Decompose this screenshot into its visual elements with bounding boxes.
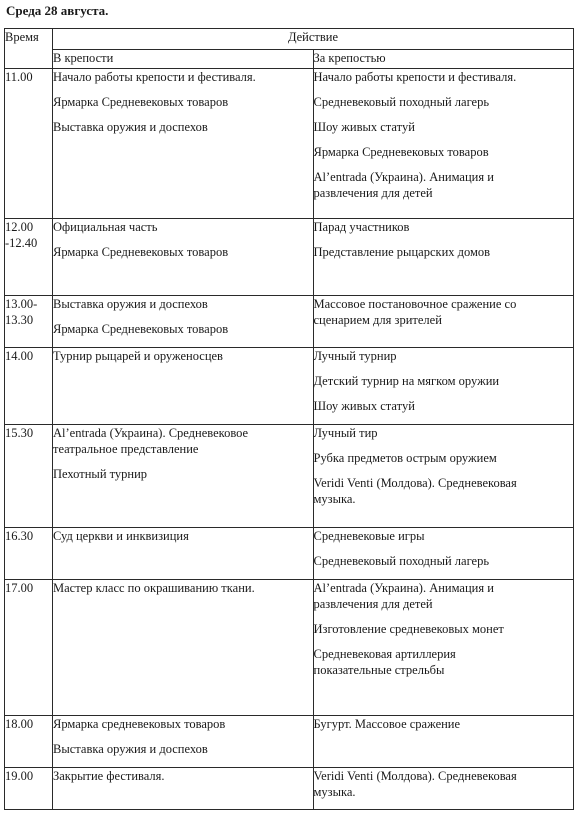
time-cell: [5, 219, 53, 296]
outside-event: Ярмарка Средневековых товаров: [313, 145, 489, 159]
time-cell: [5, 69, 53, 219]
time-value: 11.00: [5, 70, 33, 84]
inside-event: Пехотный турнир: [53, 467, 148, 481]
time-value: 19.00: [5, 769, 34, 783]
time-value: 17.00: [5, 581, 34, 595]
time-value: 18.00: [5, 717, 34, 731]
inside-event: Ярмарка средневековых товаров: [53, 717, 226, 731]
inside-cell: [53, 219, 314, 296]
schedule-table: [4, 28, 574, 810]
time-value: 16.30: [5, 529, 34, 543]
outside-event: Массовое постановочное сражение со сценарием для зрителей: [313, 297, 517, 327]
outside-event: Veridi Venti (Молдова). Средневековая музыка.: [313, 769, 517, 799]
schedule-row: [5, 219, 574, 296]
inside-event: Выставка оружия и доспехов: [53, 120, 208, 134]
outside-event: Средневековые игры: [313, 529, 425, 543]
inside-event: Суд церкви и инквизиция: [53, 529, 189, 543]
outside-column-header: За крепостью: [313, 50, 574, 69]
time-column-header: Время: [5, 29, 53, 69]
inside-event: Выставка оружия и доспехов: [53, 742, 208, 756]
page-title: Среда 28 августа.: [6, 3, 109, 18]
action-column-header: Действие: [53, 29, 574, 50]
outside-cell: [313, 219, 574, 296]
inside-cell: [53, 768, 314, 810]
time-cell: [5, 768, 53, 810]
inside-cell: [53, 348, 314, 425]
time-value: 12.00 -12.40: [5, 220, 38, 250]
outside-cell: [313, 69, 574, 219]
subheader-row: [5, 50, 574, 69]
schedule-row: [5, 716, 574, 768]
outside-event: Детский турнир на мягком оружии: [313, 374, 500, 388]
outside-cell: [313, 528, 574, 580]
outside-event: Al’entrada (Украина). Анимация и развлечения для детей: [313, 581, 494, 611]
time-value: 13.00- 13.30: [5, 297, 38, 327]
inside-cell: [53, 528, 314, 580]
outside-event: Лучный тир: [313, 426, 378, 440]
outside-event: Veridi Venti (Молдова). Средневековая музыка.: [313, 476, 517, 506]
inside-event: Ярмарка Средневековых товаров: [53, 245, 229, 259]
outside-event: Средневековая артиллерия показательные стрельбы: [313, 647, 456, 677]
inside-event: Ярмарка Средневековых товаров: [53, 322, 229, 336]
inside-event: Официальная часть: [53, 220, 158, 234]
time-value: 14.00: [5, 349, 34, 363]
outside-event: Рубка предметов острым оружием: [313, 451, 497, 465]
inside-cell: [53, 716, 314, 768]
inside-event: Начало работы крепости и фестиваля.: [53, 70, 256, 84]
outside-event: Al’entrada (Украина). Анимация и развлечения для детей: [313, 170, 494, 200]
header-row: [5, 29, 574, 50]
inside-event: Al’entrada (Украина). Средневековое театральное представление: [53, 426, 249, 456]
outside-event: Парад участников: [313, 220, 410, 234]
inside-event: Выставка оружия и доспехов: [53, 297, 208, 311]
schedule-row: [5, 348, 574, 425]
time-value: 15.30: [5, 426, 34, 440]
inside-cell: [53, 69, 314, 219]
outside-event: Изготовление средневековых монет: [313, 622, 504, 636]
outside-event: Шоу живых статуй: [313, 399, 415, 413]
outside-event: Шоу живых статуй: [313, 120, 415, 134]
outside-event: Представление рыцарских домов: [313, 245, 491, 259]
outside-cell: [313, 425, 574, 528]
outside-event: Средневековый походный лагерь: [313, 554, 490, 568]
time-cell: [5, 716, 53, 768]
schedule-row: [5, 425, 574, 528]
time-cell: [5, 296, 53, 348]
inside-event: Закрытие фестиваля.: [53, 769, 165, 783]
time-cell: [5, 580, 53, 716]
schedule-row: [5, 528, 574, 580]
inside-cell: [53, 580, 314, 716]
outside-cell: [313, 768, 574, 810]
inside-event: Мастер класс по окрашиванию ткани.: [53, 581, 255, 595]
outside-event: Начало работы крепости и фестиваля.: [313, 70, 517, 84]
schedule-row: [5, 296, 574, 348]
time-cell: [5, 528, 53, 580]
outside-event: Бугурт. Массовое сражение: [313, 717, 461, 731]
outside-cell: [313, 348, 574, 425]
outside-cell: [313, 716, 574, 768]
schedule-row: [5, 69, 574, 219]
schedule-row: [5, 768, 574, 810]
inside-event: Ярмарка Средневековых товаров: [53, 95, 229, 109]
inside-column-header: В крепости: [53, 50, 314, 69]
time-cell: [5, 425, 53, 528]
time-cell: [5, 348, 53, 425]
schedule-row: [5, 580, 574, 716]
inside-cell: [53, 296, 314, 348]
inside-cell: [53, 425, 314, 528]
inside-event: Турнир рыцарей и оруженосцев: [53, 349, 223, 363]
outside-event: Лучный турнир: [313, 349, 397, 363]
outside-event: Средневековый походный лагерь: [313, 95, 490, 109]
outside-cell: [313, 296, 574, 348]
outside-cell: [313, 580, 574, 716]
